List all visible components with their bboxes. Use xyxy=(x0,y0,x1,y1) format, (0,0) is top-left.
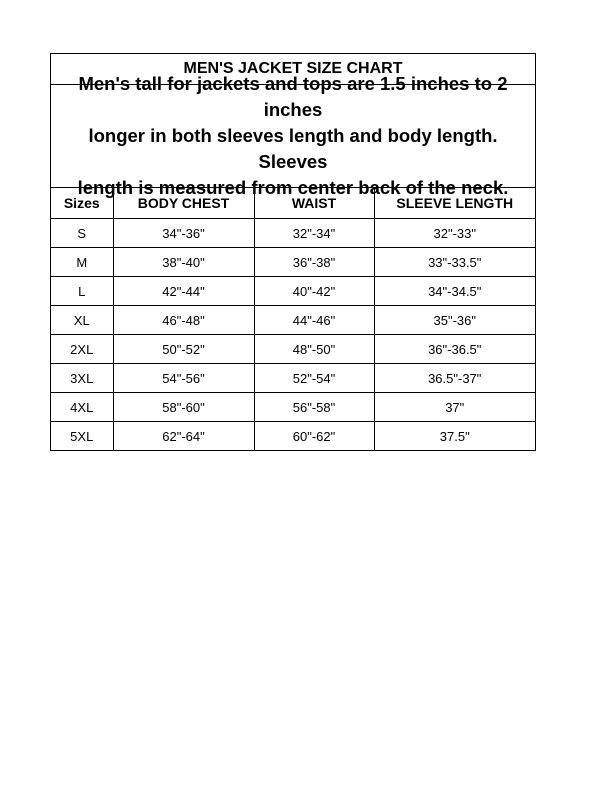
sleeve-cell: 33"-33.5" xyxy=(374,248,535,277)
size-cell: L xyxy=(51,277,113,306)
note-line: length is measured from center back of the neck. xyxy=(77,177,509,198)
chest-cell: 54"-56" xyxy=(113,364,254,393)
sleeve-cell: 36.5"-37" xyxy=(374,364,535,393)
header-sizes: Sizes xyxy=(51,188,113,219)
table-row xyxy=(51,393,535,422)
header-sleeve-length: SLEEVE LENGTH xyxy=(374,188,535,219)
size-cell: XL xyxy=(51,306,113,335)
chest-cell: 42"-44" xyxy=(113,277,254,306)
header-body-chest: BODY CHEST xyxy=(113,188,254,219)
waist-cell: 60"-62" xyxy=(254,422,374,451)
sleeve-cell: 35"-36" xyxy=(374,306,535,335)
table-row xyxy=(51,277,535,306)
waist-cell: 36"-38" xyxy=(254,248,374,277)
size-cell: M xyxy=(51,248,113,277)
size-chart xyxy=(50,53,536,451)
size-cell: 5XL xyxy=(51,422,113,451)
chest-cell: 46"-48" xyxy=(113,306,254,335)
header-waist: WAIST xyxy=(254,188,374,219)
table-row xyxy=(51,306,535,335)
chest-cell: 50"-52" xyxy=(113,335,254,364)
waist-cell: 52"-54" xyxy=(254,364,374,393)
waist-cell: 44"-46" xyxy=(254,306,374,335)
note-line: longer in both sleeves length and body length. Sleeves xyxy=(88,125,498,172)
note-line: Men's tall for jackets and tops are 1.5 inches to 2 inches xyxy=(78,73,508,120)
tall-sizing-note xyxy=(51,73,535,198)
chest-cell: 58"-60" xyxy=(113,393,254,422)
sleeve-cell: 32"-33" xyxy=(374,219,535,248)
sleeve-cell: 34"-34.5" xyxy=(374,277,535,306)
size-cell: S xyxy=(51,219,113,248)
sleeve-cell: 37" xyxy=(374,393,535,422)
table-row xyxy=(51,335,535,364)
table-row xyxy=(51,248,535,277)
sleeve-cell: 37.5" xyxy=(439,428,470,444)
size-cell: 4XL xyxy=(51,393,113,422)
waist-cell: 56"-58" xyxy=(254,393,374,422)
table-row xyxy=(51,219,535,248)
sleeve-cell: 36"-36.5" xyxy=(374,335,535,364)
chest-cell: 34"-36" xyxy=(113,219,254,248)
size-cell: 2XL xyxy=(51,335,113,364)
size-table xyxy=(51,188,535,450)
waist-cell: 40"-42" xyxy=(254,277,374,306)
waist-cell: 32"-34" xyxy=(254,219,374,248)
table-row xyxy=(51,422,535,451)
chest-cell: 38"-40" xyxy=(113,248,254,277)
size-cell: 3XL xyxy=(51,364,113,393)
table-row xyxy=(51,364,535,393)
waist-cell: 48"-50" xyxy=(254,335,374,364)
chart-title: MEN'S JACKET SIZE CHART xyxy=(51,54,535,85)
chest-cell: 62"-64" xyxy=(113,422,254,451)
